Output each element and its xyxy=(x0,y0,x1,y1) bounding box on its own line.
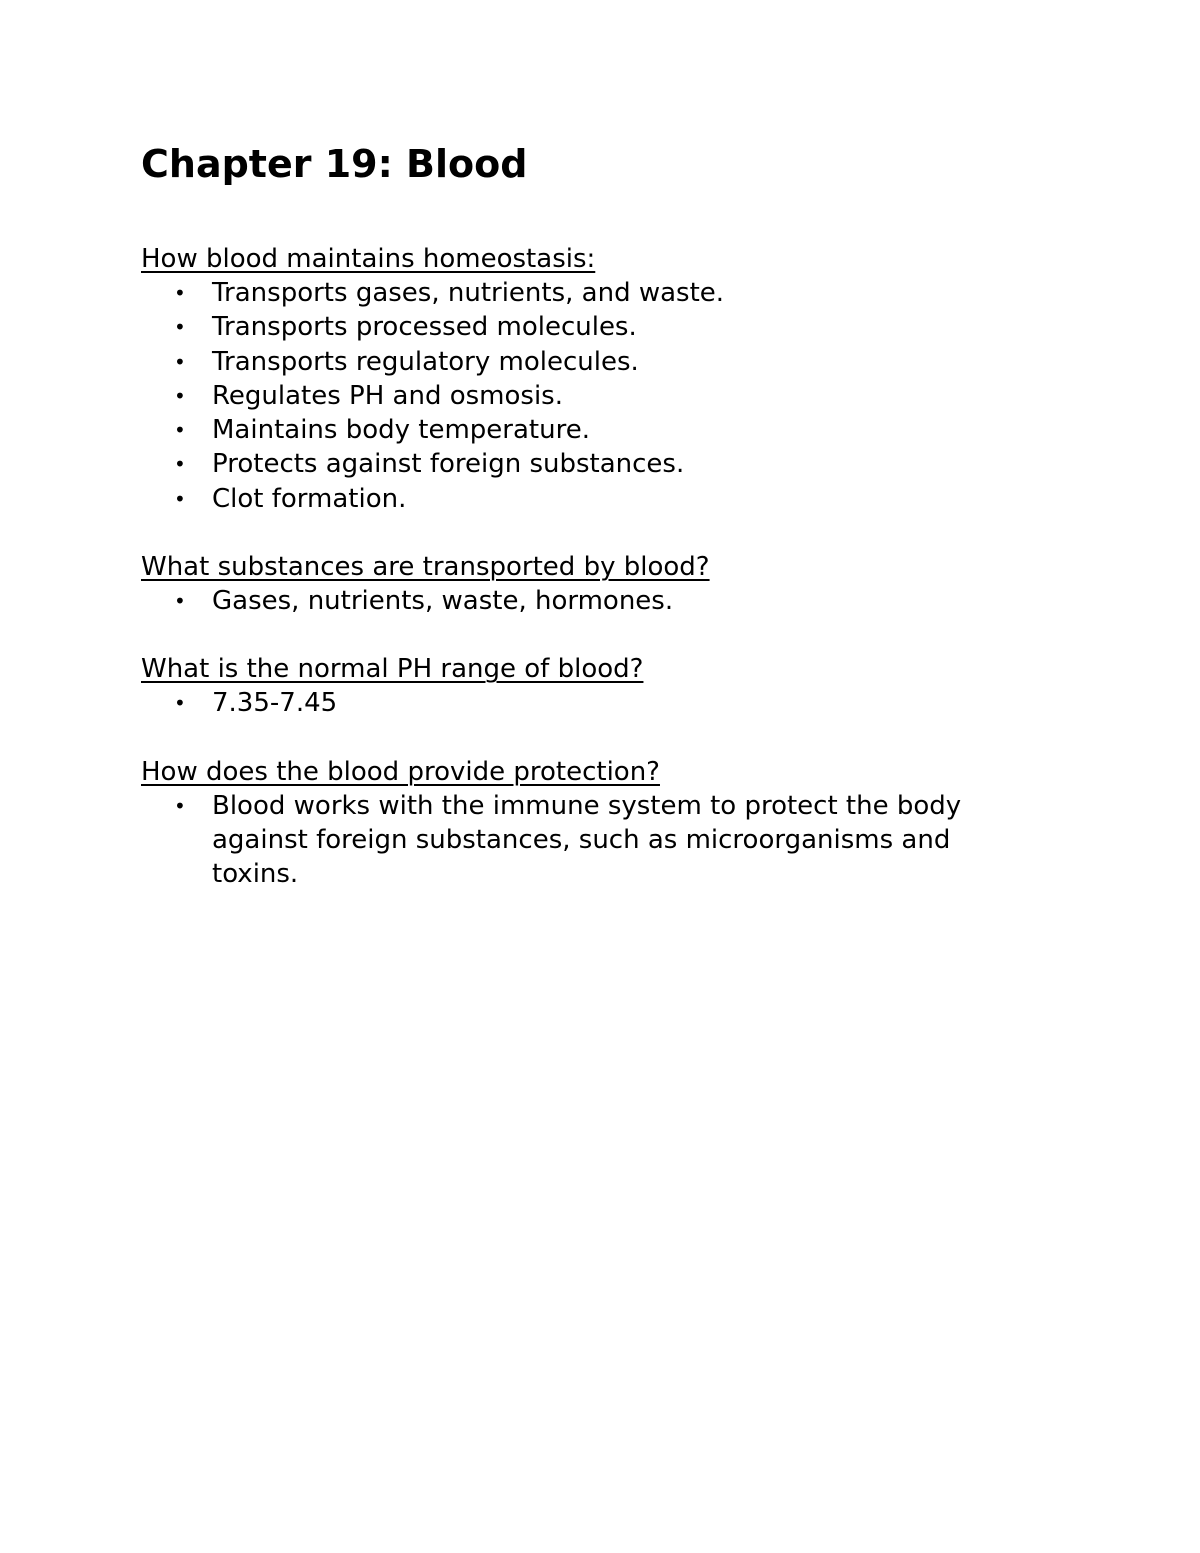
bullet-icon: • xyxy=(174,315,186,340)
bullet-icon: • xyxy=(174,418,186,443)
list-item xyxy=(141,413,992,447)
list-item-text: Maintains body temperature. xyxy=(212,415,590,446)
list-item xyxy=(141,276,992,310)
list-item xyxy=(141,379,992,413)
section-protection xyxy=(141,755,1041,892)
section-question: What is the normal PH range of blood? xyxy=(141,654,644,685)
bullet-icon: • xyxy=(174,589,186,614)
section-homeostasis xyxy=(141,242,1041,516)
list-item xyxy=(141,447,992,481)
document-title: Chapter 19: Blood xyxy=(141,142,528,186)
section-question: How does the blood provide protection? xyxy=(141,756,660,787)
list-item-text: 7.35-7.45 xyxy=(212,688,338,719)
list-item-text: Clot formation. xyxy=(212,483,407,514)
list-item-text: Blood works with the immune system to protect the body against foreign substances, such as microorganisms and toxins. xyxy=(212,790,962,890)
section-question: How blood maintains homeostasis: xyxy=(141,244,596,274)
bullet-icon: • xyxy=(174,691,186,716)
bullet-list xyxy=(141,789,1041,892)
bullet-list xyxy=(141,584,1041,618)
bullet-icon: • xyxy=(174,383,186,408)
list-item-text: Transports processed molecules. xyxy=(212,312,637,343)
bullet-icon: • xyxy=(174,281,186,305)
bullet-list xyxy=(141,686,1041,720)
list-item xyxy=(141,686,992,720)
list-item xyxy=(141,345,992,379)
section-transported-substances xyxy=(141,550,1041,618)
list-item-text: Regulates PH and osmosis. xyxy=(212,380,563,411)
bullet-icon: • xyxy=(174,452,186,477)
section-ph-range xyxy=(141,652,1041,720)
bullet-icon: • xyxy=(174,349,186,374)
document-page xyxy=(141,138,1041,926)
list-item-text: Gases, nutrients, waste, hormones. xyxy=(212,586,674,617)
list-item xyxy=(141,482,992,516)
list-item xyxy=(141,584,992,618)
bullet-list xyxy=(141,276,1041,516)
list-item-text: Protects against foreign substances. xyxy=(212,449,685,480)
bullet-icon: • xyxy=(174,793,186,818)
list-item xyxy=(141,310,992,344)
list-item xyxy=(141,789,992,892)
list-item-text: Transports regulatory molecules. xyxy=(212,346,639,377)
bullet-icon: • xyxy=(174,486,186,511)
list-item-text: Transports gases, nutrients, and waste. xyxy=(212,278,725,308)
section-question: What substances are transported by blood? xyxy=(141,552,710,583)
